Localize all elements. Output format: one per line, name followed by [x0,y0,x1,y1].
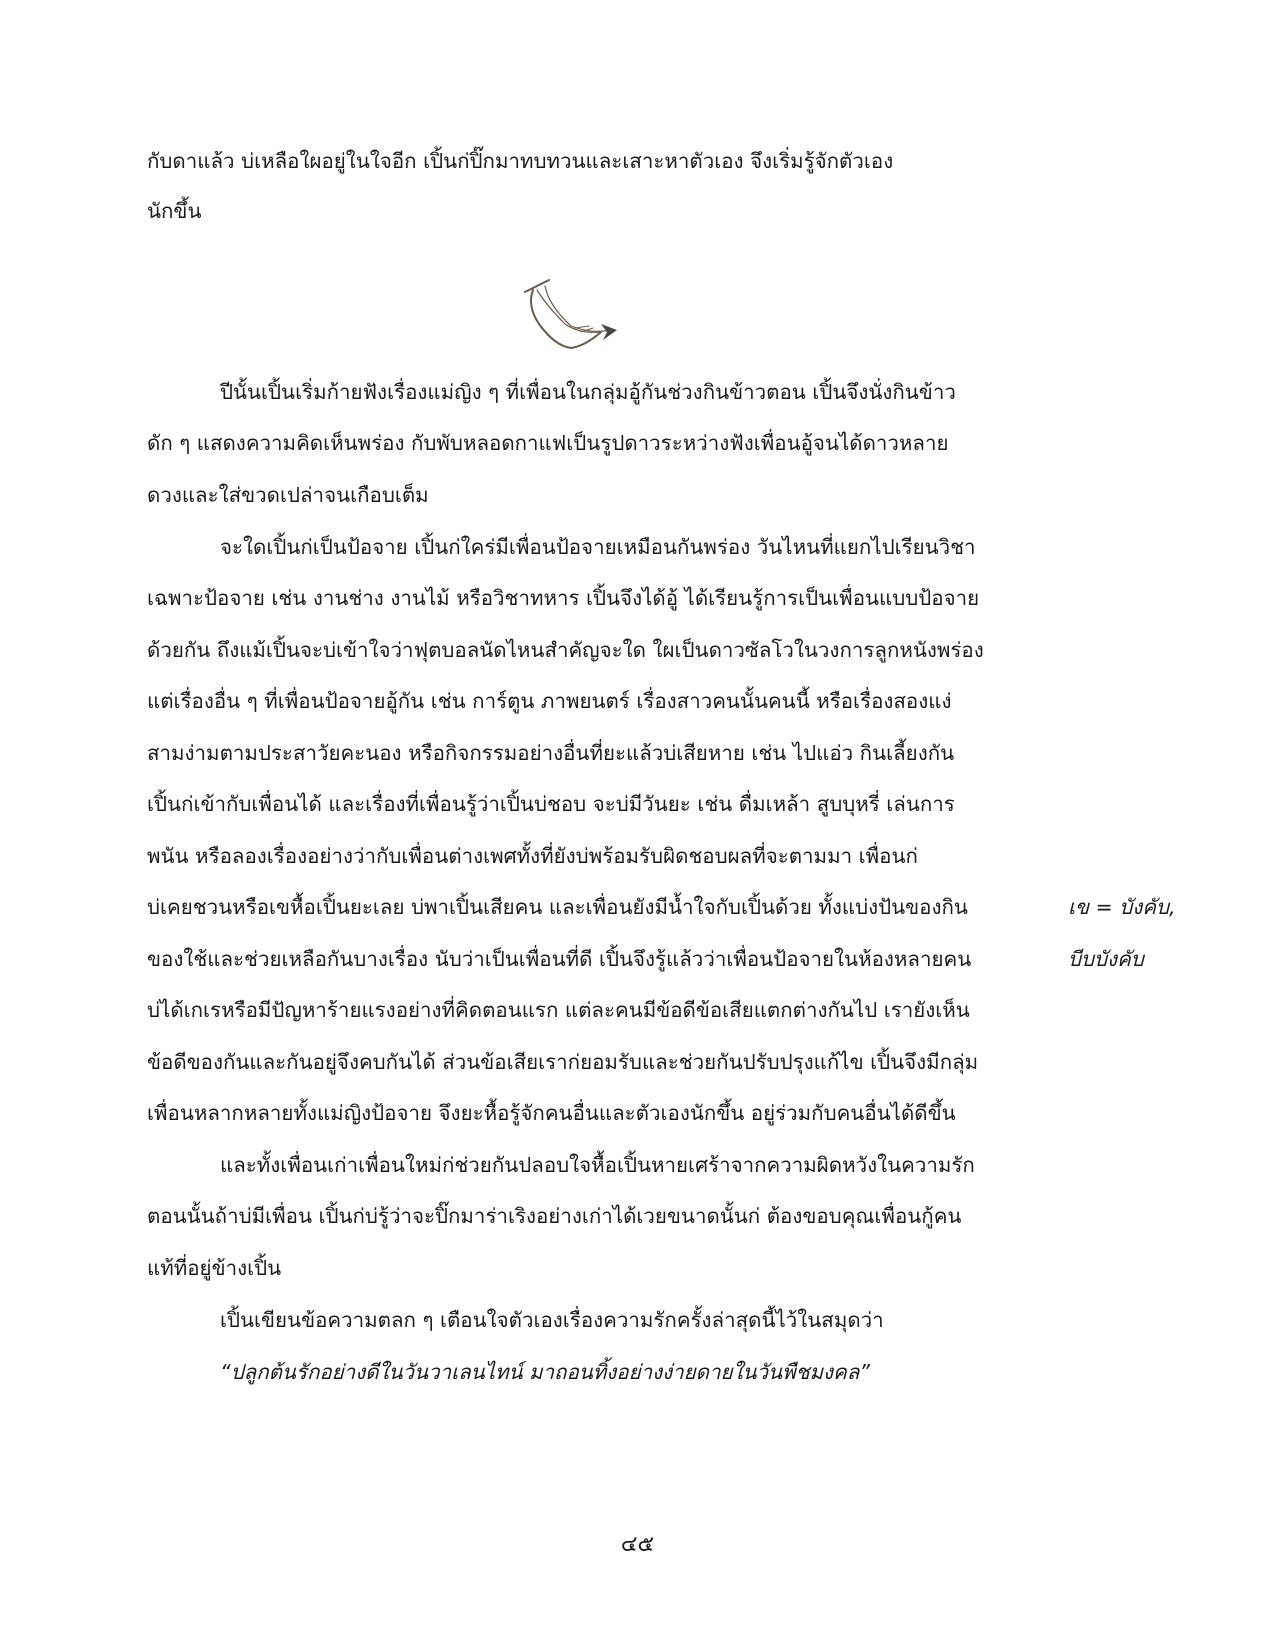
body-line: แท้ที่อยู่ข้างเปิ้น [147,1256,282,1280]
body-line: บ่เคยชวนหรือเขหื้อเปิ้นยะเลย บ่พาเปิ้นเสียคน และเพื่อนยังมีน้ำใจกับเปิ้นด้วย ทั้งแบ่งปันของกิน [147,895,968,919]
body-line: ของใช้และช่วยเหลือกันบางเรื่อง นับว่าเป็นเพื่อนที่ดี เปิ้นจึงรู้แล้วว่าเพื่อนป้อจายในห้องหลายคน [147,947,972,971]
body-line: ตอนนั้นถ้าบ่มีเพื่อน เปิ้นก่บ่รู้ว่าจะปิ๊กมาร่าเริงอย่างเก่าได้เวยขนาดนั้นก่ ต้องขอบคุณเพื่อนกู้คน [147,1204,962,1228]
body-line: กับดาแล้ว บ่เหลือใผอยู่ในใจอีก เปิ้นก่ปิ๊กมาทบทวนและเสาะหาตัวเอง จึงเริ่มรู้จักตัวเอง [147,149,894,173]
body-line: บ่ได้เกเรหรือมีปัญหาร้ายแรงอย่างที่คิดตอนแรก แต่ละคนมีข้อดีข้อเสียแตกต่างกันไป เรายังเห็น [147,998,970,1022]
body-line: เปิ้นก่เข้ากับเพื่อนได้ และเรื่องที่เพื่อนรู้ว่าเปิ้นบ่ชอบ จะบ่มีวันยะ เช่น ดื่มเหล้า สูบบุหรี่ เล่นการ [147,792,955,816]
body-line: ดวงและใส่ขวดเปล่าจนเกือบเต็ม [147,483,429,507]
margin-note: บีบบังคับ [1068,947,1144,971]
body-line: นักขึ้น [147,199,202,223]
body-line: ดัก ๆ แสดงความคิดเห็นพร่อง กับพับหลอดกาแฟเป็นรูปดาวระหว่างฟังเพื่อนอู้จนได้ดาวหลาย [147,431,949,455]
bow-and-arrow-icon [515,276,645,366]
body-line: สามง่ามตามประสาวัยคะนอง หรือกิจกรรมอย่างอื่นที่ยะแล้วบ่เสียหาย เช่น ไปแอ่ว กินเลี้ยงกัน [147,741,955,765]
body-line: และทั้งเพื่อนเก่าเพื่อนใหม่ก่ช่วยกันปลอบใจหื้อเปิ้นหายเศร้าจากความผิดหวังในความรัก [220,1153,975,1177]
body-line: ปีนั้นเปิ้นเริ่มก้ายฟังเรื่องแม่ญิง ๆ ที่เพื่อนในกลุ่มอู้กันช่วงกินข้าวตอน เปิ้นจึงนั่งกินข้าว [220,380,956,404]
page-number: ๔๕ [620,1532,655,1557]
margin-note: เข = บังคับ, [1068,895,1176,919]
body-line: เปิ้นเขียนข้อความตลก ๆ เตือนใจตัวเองเรื่องความรักครั้งล่าสุดนี้ไว้ในสมุดว่า [220,1308,884,1332]
body-line: ข้อดีของกันและกันอยู่จึงคบกันได้ ส่วนข้อเสียเราก่ยอมรับและช่วยกันปรับปรุงแก้ไข เปิ้นจึงมีกลุ่ม [147,1050,979,1074]
body-line: เพื่อนหลากหลายทั้งแม่ญิงป้อจาย จึงยะหื้อรู้จักคนอื่นและตัวเองนักขึ้น อยู่ร่วมกับคนอื่นได้ดีขึ้น [147,1101,956,1125]
body-line: แต่เรื่องอื่น ๆ ที่เพื่อนป้อจายอู้กัน เช่น การ์ตูน ภาพยนตร์ เรื่องสาวคนนั้นคนนี้ หรือเรื่องสองแง่ [147,689,952,713]
body-line: พนัน หรือลองเรื่องอย่างว่ากับเพื่อนต่างเพศทั้งที่ยังบ่พร้อมรับผิดชอบผลที่จะตามมา เพื่อนก่ [147,844,918,868]
quote-line: “ปลูกต้นรักอย่างดีในวันวาเลนไทน์ มาถอนทิ้งอย่างง่ายดายในวันพืชมงคล” [220,1360,870,1384]
body-line: เฉพาะป้อจาย เช่น งานช่าง งานไม้ หรือวิชาทหาร เปิ้นจึงได้อู้ ได้เรียนรู้การเป็นเพื่อนแบบป้อจาย [147,586,980,610]
body-line: จะใดเปิ้นก่เป็นป้อจาย เปิ้นก่ใคร่มีเพื่อนป้อจายเหมือนกันพร่อง วันไหนที่แยกไปเรียนวิชา [220,535,976,559]
body-line: ด้วยกัน ถึงแม้เปิ้นจะบ่เข้าใจว่าฟุตบอลนัดไหนสำคัญจะใด ใผเป็นดาวซัลโวในวงการลูกหนังพร่อง [147,638,984,662]
